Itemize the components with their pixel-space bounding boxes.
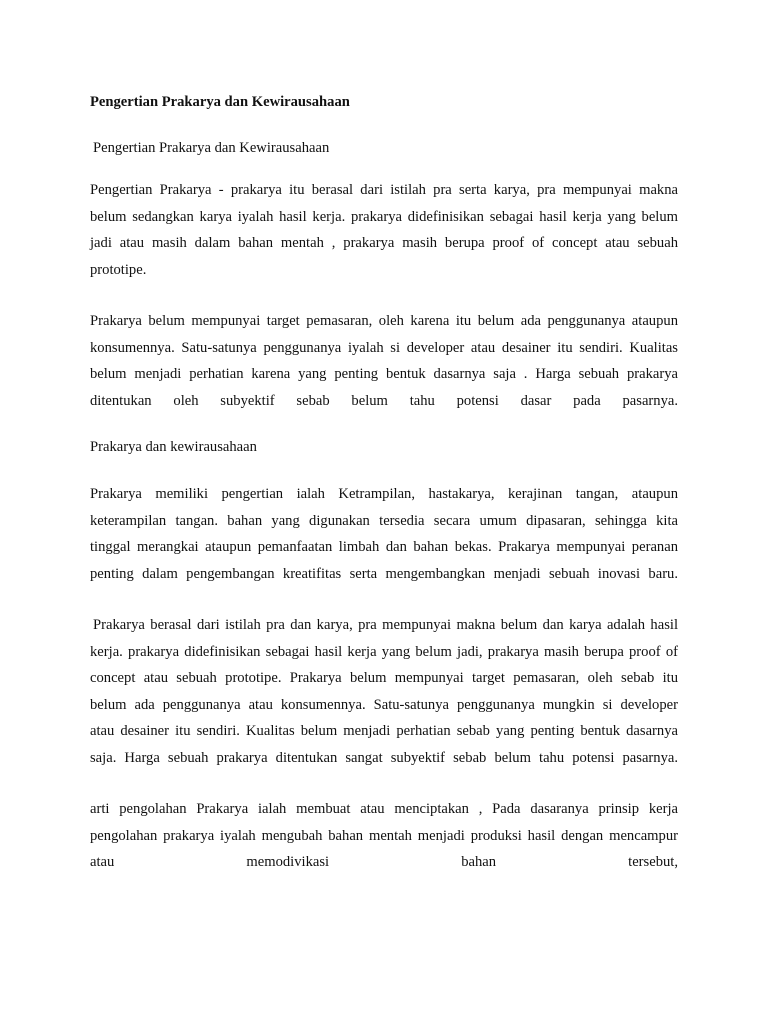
paragraph-2 (90, 308, 678, 414)
paragraph-line: Pengertian Prakarya - prakarya itu berasal dari istilah pra serta karya, pra mempunyai makna (90, 182, 678, 198)
paragraph-line: tinggal merangkai ataupun pemanfaatan limbah dan bahan bekas. Prakarya mempunyai peranan (90, 539, 678, 555)
paragraph-line: jadi atau masih dalam bahan mentah , prakarya masih berupa proof of concept atau sebuah (90, 235, 678, 251)
paragraph-line: pengolahan prakarya iyalah mengubah bahan mentah menjadi produksi hasil dengan mencampur (90, 827, 678, 844)
paragraph-line: kerja. prakarya didefinisikan sebagai hasil kerja yang belum jadi, prakarya masih berupa proof of (90, 643, 678, 660)
document-page (90, 93, 678, 876)
paragraph-line: atau desainer itu sendiri. Kualitas belum menjadi perhatian sebab yang penting bentuk dasarnya (90, 723, 678, 739)
paragraph-5 (90, 796, 678, 876)
paragraph-4 (90, 612, 678, 771)
paragraph-line: penting dalam pengembangan kreatifitas serta mengembangkan menjadi sebuah inovasi baru. (90, 565, 678, 582)
document-subtitle: Pengertian Prakarya dan Kewirausahaan (93, 140, 330, 156)
paragraph-line: Prakarya memiliki pengertian ialah Ketrampilan, hastakarya, kerajinan tangan, ataupun (90, 486, 678, 502)
paragraph-line: arti pengolahan Prakarya ialah membuat atau menciptakan , Pada dasaranya prinsip kerja (90, 801, 678, 817)
paragraph-line: atau memodivikasi bahan tersebut, (90, 854, 678, 870)
paragraph-line: belum sedangkan karya iyalah hasil kerja. prakarya didefinisikan sebagai hasil kerja yang belum (90, 208, 678, 225)
section-heading: Prakarya dan kewirausahaan (90, 439, 257, 455)
paragraph-line: belum ada penggunanya atau konsumennya. Satu-satunya penggunanya mungkin si developer (90, 696, 678, 713)
paragraph-line: Prakarya belum mempunyai target pemasaran, oleh karena itu belum ada penggunanya ataupun (90, 313, 678, 329)
paragraph-line: prototipe. (90, 261, 147, 278)
paragraph-line: ditentukan oleh subyektif sebab belum tahu potensi dasar pada pasarnya. (90, 392, 678, 409)
paragraph-1 (90, 177, 678, 283)
document-title: Pengertian Prakarya dan Kewirausahaan (90, 94, 350, 110)
paragraph-line: saja. Harga sebuah prakarya ditentukan sangat subyektif sebab belum tahu potensi pasarnya. (90, 749, 678, 766)
paragraph-line: concept atau sebuah prototipe. Prakarya belum mempunyai target pemasaran, oleh sebab itu (90, 670, 678, 686)
paragraph-line: konsumennya. Satu-satunya penggunanya iyalah si developer atau desainer itu sendiri. Kualitas (90, 339, 678, 356)
paragraph-line: keterampilan tangan. bahan yang digunakan tersedia secara umum dipasaran, sehingga kita (90, 512, 678, 529)
paragraph-3 (90, 481, 678, 587)
paragraph-line: belum menjadi perhatian karena yang penting bentuk dasarnya saja . Harga sebuah prakarya (90, 366, 678, 382)
paragraph-line: Prakarya berasal dari istilah pra dan karya, pra mempunyai makna belum dan karya adalah hasil (93, 617, 678, 633)
